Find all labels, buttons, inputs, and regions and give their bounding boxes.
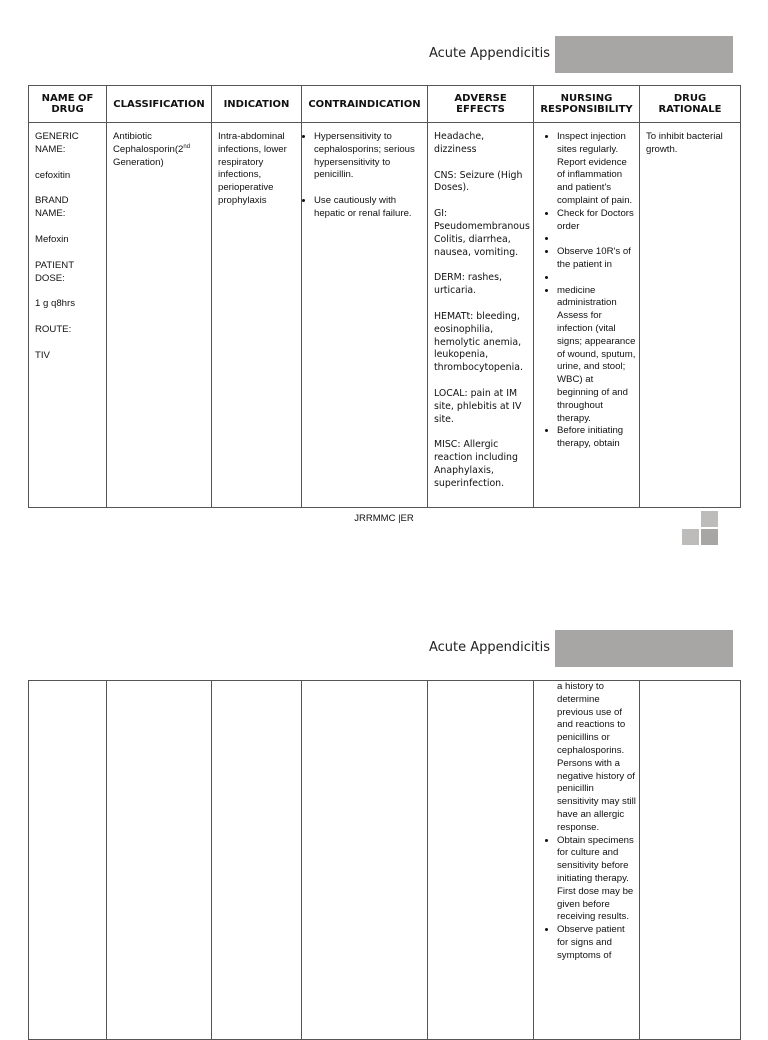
- footer-decor-square: [701, 529, 718, 545]
- table-row: [29, 123, 741, 508]
- cell-adverse-effects: [428, 123, 534, 508]
- nursing-item: • Observe 10R's of the patient in: [557, 246, 637, 272]
- header-name-of-drug: NAME OF DRUG: [29, 86, 107, 123]
- cell-contraindication: [302, 123, 428, 508]
- contraindication-item: • Use cautiously with hepatic or renal failure.: [314, 195, 422, 221]
- adverse-effect: CNS: Seizure (High Doses).: [434, 169, 523, 194]
- cell-drug-rationale: To inhibit bacterial growth.: [640, 123, 741, 508]
- contraindication-item: • Hypersensitivity to cephalosporins; serious hypersensitivity to penicillin.: [314, 131, 422, 182]
- footer-decor-square: [682, 529, 699, 545]
- cell-drug-rationale: [640, 681, 741, 1040]
- adverse-effect: MISC: Allergic reaction including Anaphylaxis, superinfection.: [434, 439, 518, 489]
- classification-superscript: nd: [183, 143, 191, 150]
- nursing-item: [557, 233, 637, 246]
- cell-name-of-drug: [29, 681, 107, 1040]
- cell-indication: [212, 681, 302, 1040]
- header-contraindication: CONTRAINDICATION: [302, 86, 428, 123]
- cell-nursing-responsibility: [534, 123, 640, 508]
- document-page-2: [0, 600, 768, 1024]
- route-label: ROUTE:: [35, 324, 72, 336]
- page-title: Acute Appendicitis: [428, 640, 550, 655]
- nursing-continued-text: a history to determine previous use of and reactions to penicillins or cephalosporins. Persons with a negative history of penicillin sensitivity may still have an allergic response.: [557, 681, 636, 833]
- cell-adverse-effects: [428, 681, 534, 1040]
- generic-name-label: GENERIC NAME:: [35, 131, 79, 155]
- adverse-effect: LOCAL: pain at IM site, phlebitis at IV site.: [434, 387, 522, 425]
- drug-study-table-continued: [28, 680, 741, 1040]
- header-adverse-effects: ADVERSE EFFECTS: [428, 86, 534, 123]
- adverse-effect: HEMATt: bleeding, eosinophilia, hemolytic anemia, leukopenia, thrombocytopenia.: [434, 310, 523, 374]
- table-row: [29, 681, 741, 1040]
- adverse-effect: GI: Pseudomembranous Colitis, diarrhea, nausea, vomiting.: [434, 208, 530, 258]
- cell-classification: [107, 123, 212, 508]
- header-accent-bar: [555, 36, 733, 73]
- nursing-item: • Inspect injection sites regularly. Report evidence of inflammation and patient's complaint of pain.: [557, 131, 637, 208]
- page-title: Acute Appendicitis: [428, 46, 550, 61]
- header-drug-rationale: DRUG RATIONALE: [640, 86, 741, 123]
- classification-text: Antibiotic Cephalosporin(2: [113, 131, 184, 155]
- drug-study-table: [28, 85, 741, 508]
- header-nursing-responsibility: NURSING RESPONSIBILITY: [534, 86, 640, 123]
- adverse-effect: DERM: rashes, urticaria.: [434, 272, 502, 297]
- classification-text-end: Generation): [113, 156, 164, 168]
- nursing-item: • Obtain specimens for culture and sensitivity before initiating therapy. First dose may be given before receiving results.: [557, 835, 637, 925]
- route-value: TIV: [35, 349, 50, 361]
- patient-dose-label: PATIENT DOSE:: [35, 259, 74, 284]
- brand-name-label: BRAND NAME:: [35, 195, 69, 220]
- nursing-item: • Observe patient for signs and symptoms of: [557, 924, 637, 962]
- adverse-effect: Headache, dizziness: [434, 131, 485, 155]
- cell-classification: [107, 681, 212, 1040]
- table-header-row: [29, 86, 741, 123]
- nursing-item: [557, 272, 637, 285]
- page-footer: JRRMMC |ER: [354, 513, 414, 524]
- brand-name-value: Mefoxin: [35, 233, 69, 245]
- cell-nursing-responsibility: [534, 681, 640, 1040]
- nursing-item: • Check for Doctors order: [557, 208, 637, 234]
- cell-name-of-drug: [29, 123, 107, 508]
- header-accent-bar: [555, 630, 733, 667]
- nursing-item: • medicine administration Assess for infection (vital signs; appearance of wound, sputum, urine, and stool; WBC) at beginning of and throughout therapy.: [557, 285, 637, 426]
- patient-dose-value: 1 g q8hrs: [35, 298, 76, 310]
- header-indication: INDICATION: [212, 86, 302, 123]
- generic-name-value: cefoxitin: [35, 169, 71, 181]
- footer-decor-square: [701, 511, 718, 527]
- cell-indication: Intra-abdominal infections, lower respiratory infections, perioperative prophylaxis: [212, 123, 302, 508]
- cell-contraindication: [302, 681, 428, 1040]
- nursing-item: • Before initiating therapy, obtain: [557, 425, 637, 451]
- header-classification: CLASSIFICATION: [107, 86, 212, 123]
